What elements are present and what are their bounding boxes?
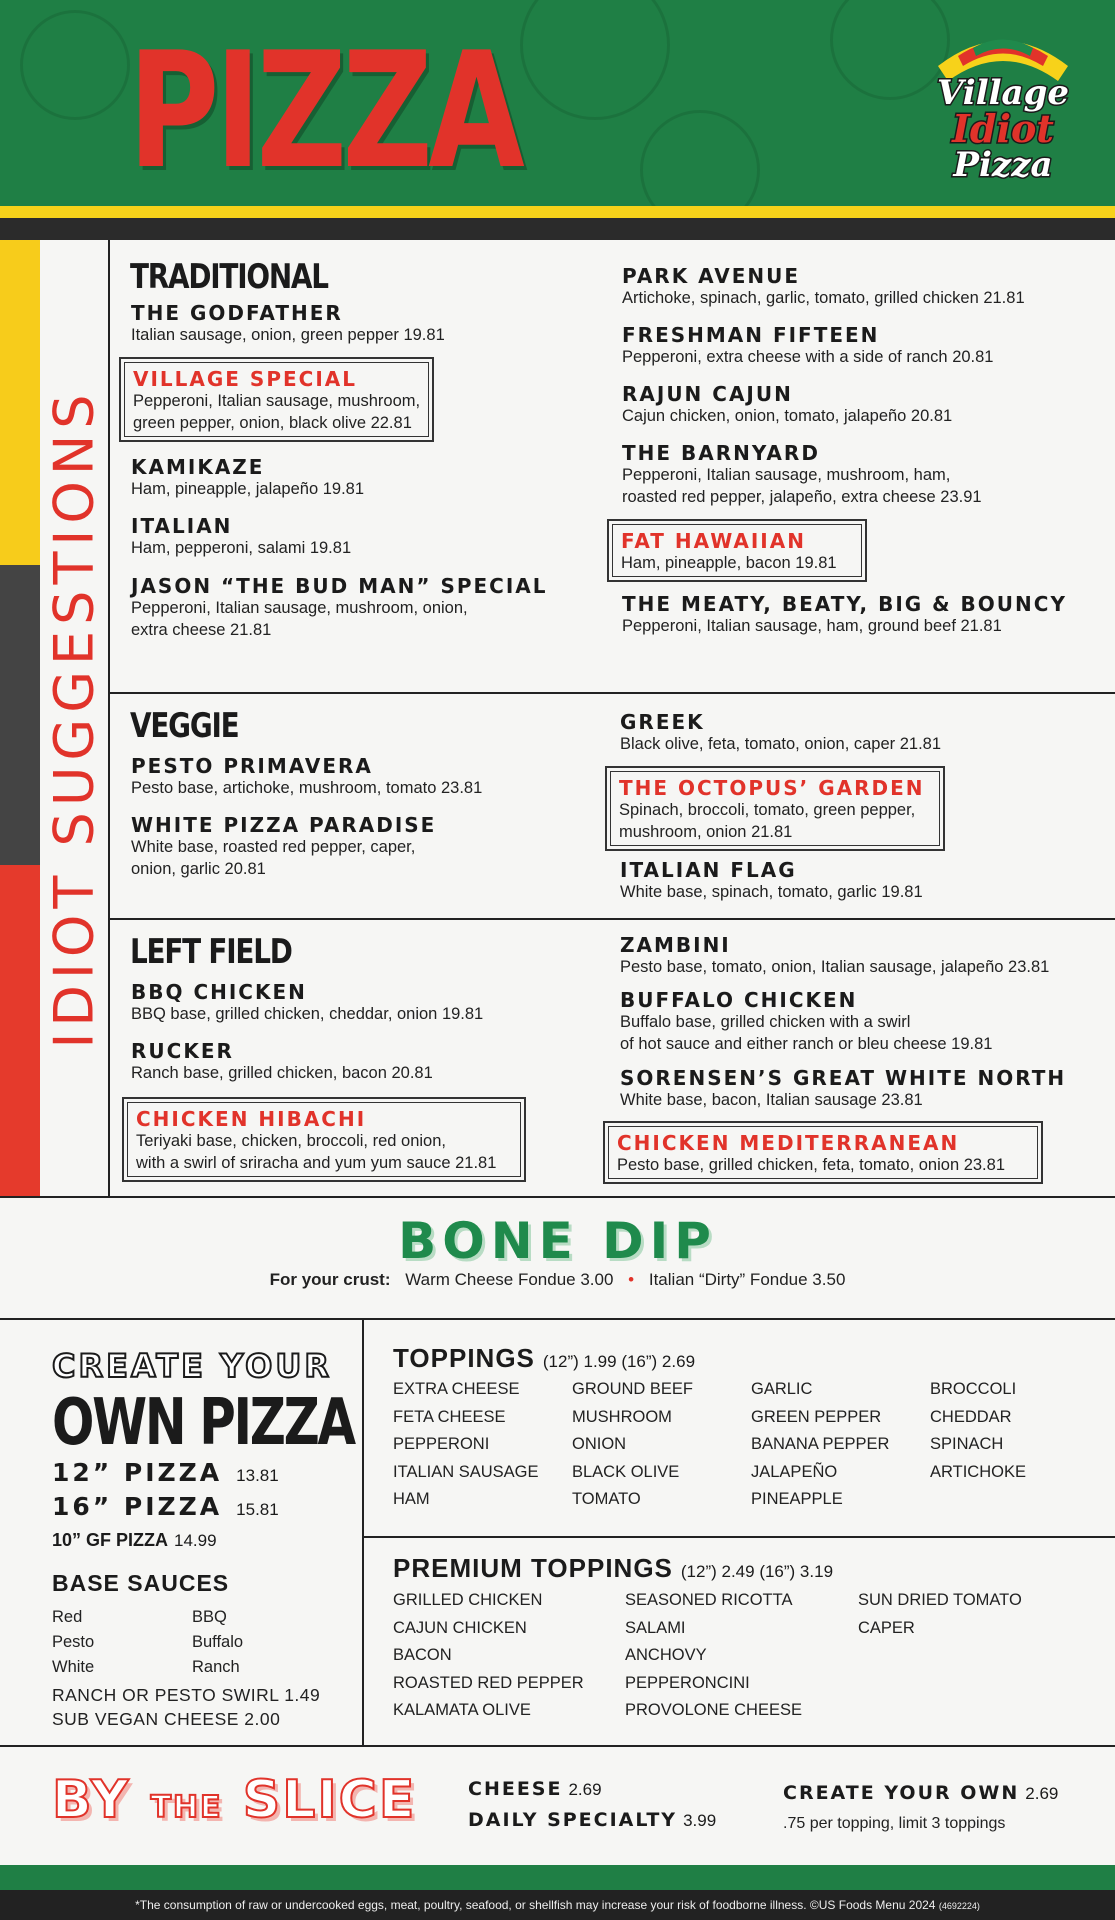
bone-dip-option: Italian “Dirty” Fondue 3.50: [648, 1270, 846, 1289]
item-name: BBQ CHICKEN: [131, 980, 307, 1004]
divider: [0, 1318, 1115, 1320]
item-desc: Italian sausage, onion, green pepper 19.81: [131, 326, 445, 344]
item-desc: Pepperoni, Italian sausage, mushroom, onion,: [131, 599, 468, 617]
item-desc: White base, bacon, Italian sausage 23.81: [620, 1091, 923, 1109]
toppings-price: (12”) 1.99 (16”) 2.69: [542, 1352, 696, 1371]
bone-dip-options: [0, 1270, 1115, 1290]
size-price: 15.81: [236, 1500, 279, 1519]
gf-pizza-row: [52, 1530, 217, 1551]
menu-item: [620, 711, 1060, 755]
topping-item: KALAMATA OLIVE: [393, 1701, 531, 1719]
item-name: THE GODFATHER: [131, 301, 343, 325]
topping-item: FETA CHEESE: [393, 1407, 506, 1426]
topping-item: SEASONED RICOTTA: [625, 1591, 793, 1609]
item-desc: Pesto base, grilled chicken, feta, tomato, onion 23.81: [617, 1156, 1005, 1174]
menu-item: [620, 989, 1060, 1055]
menu-item: [131, 814, 571, 880]
item-name: GREEK: [620, 710, 705, 734]
item-name: WHITE PIZZA PARADISE: [131, 813, 437, 837]
topping-item: PEPPERONI: [393, 1435, 490, 1453]
topping-item: TOMATO: [572, 1490, 641, 1508]
divider: [362, 1536, 1115, 1538]
idiot-suggestions-title: [40, 240, 108, 1197]
swirl-option: RANCH OR PESTO SWIRL 1.49: [52, 1685, 321, 1705]
topping-item: CHEDDAR: [930, 1407, 1012, 1426]
section-title-veggie: VEGGIE: [130, 706, 239, 746]
menu-item: [131, 755, 571, 799]
topping-item: ITALIAN SAUSAGE: [393, 1462, 539, 1481]
slice-title-word: SLICE: [242, 1770, 417, 1830]
item-desc: Pepperoni, Italian sausage, mushroom,: [133, 392, 421, 410]
menu-item: [622, 324, 1062, 368]
item-desc: Artichoke, spinach, garlic, tomato, grilled chicken 21.81: [622, 289, 1025, 307]
topping-item: HAM: [393, 1490, 430, 1508]
menu-item: [620, 859, 1060, 903]
topping-item: GROUND BEEF: [572, 1380, 694, 1398]
slice-name: CHEESE: [468, 1778, 563, 1800]
divider: [108, 918, 1115, 920]
menu-item: [131, 302, 571, 346]
divider: [108, 692, 1115, 694]
menu-item: [622, 442, 1062, 508]
slice-name: CREATE YOUR OWN: [783, 1782, 1020, 1804]
item-desc: Ham, pepperoni, salami 19.81: [131, 539, 352, 557]
menu-item: [131, 515, 571, 559]
premium-toppings-price: (12”) 2.49 (16”) 3.19: [680, 1562, 834, 1581]
item-desc: Ham, pineapple, jalapeño 19.81: [131, 480, 365, 498]
topping-item: ROASTED RED PEPPER: [393, 1673, 584, 1692]
item-name: CHICKEN HIBACHI: [136, 1107, 367, 1131]
slice-price: 2.69: [1025, 1784, 1059, 1803]
item-name: ZAMBINI: [620, 933, 731, 957]
item-name: CHICKEN MEDITERRANEAN: [617, 1131, 960, 1155]
pizza-pattern: [520, 0, 670, 120]
toppings-title: [393, 1343, 695, 1374]
menu-header: [0, 0, 1115, 206]
item-name: VILLAGE SPECIAL: [133, 367, 357, 391]
pizza-pattern: [640, 110, 760, 206]
topping-item: BROCCOLI: [930, 1380, 1017, 1398]
size-label: 10” GF PIZZA: [52, 1530, 169, 1550]
topping-item: ANCHOVY: [625, 1646, 707, 1664]
slice-price: 3.99: [683, 1811, 717, 1830]
toppings-label: TOPPINGS: [393, 1343, 535, 1373]
item-desc: with a swirl of sriracha and yum yum sauce 21.81: [136, 1154, 497, 1172]
topping-item: EXTRA CHEESE: [393, 1380, 520, 1398]
sauce-item: Buffalo: [192, 1633, 244, 1651]
idiot-suggestions-text: IDIOT SUGGESTIONS: [42, 388, 106, 1049]
bone-dip-title: BONE DIP: [398, 1212, 717, 1270]
create-your-title: CREATE YOUR: [52, 1347, 332, 1385]
menu-code: (4692224): [938, 1901, 980, 1911]
topping-item: PROVOLONE CHEESE: [625, 1701, 802, 1719]
village-idiot-pizza-logo: [918, 26, 1088, 196]
size-price: 14.99: [174, 1531, 217, 1550]
size-label: 12” PIZZA: [52, 1458, 223, 1487]
slice-item: [468, 1809, 716, 1831]
topping-item: ONION: [572, 1435, 627, 1453]
page-title: PIZZA: [128, 17, 521, 204]
topping-item: GARLIC: [751, 1380, 813, 1398]
topping-item: PINEAPPLE: [751, 1490, 843, 1508]
item-name: RUCKER: [131, 1039, 234, 1063]
menu-item: [622, 592, 1067, 637]
item-name: PESTO PRIMAVERA: [131, 754, 373, 778]
divider: [0, 1196, 1115, 1198]
slice-item: [783, 1782, 1058, 1804]
item-name: JASON “THE BUD MAN” SPECIAL: [131, 574, 548, 598]
item-desc: BBQ base, grilled chicken, cheddar, onion 19.81: [131, 1005, 484, 1023]
slice-title-word: BY: [52, 1770, 131, 1830]
menu-item: [620, 1066, 1067, 1111]
menu-item: [620, 934, 1060, 978]
stripe-gray: [0, 565, 40, 865]
topping-item: BACON: [393, 1646, 452, 1664]
slice-name: DAILY SPECIALTY: [468, 1809, 678, 1831]
logo-text-village: Village: [937, 73, 1069, 113]
topping-item: GRILLED CHICKEN: [393, 1591, 543, 1609]
item-desc: Spinach, broccoli, tomato, green pepper,: [619, 801, 916, 819]
item-name: PARK AVENUE: [622, 264, 801, 288]
item-desc: roasted red pepper, jalapeño, extra cheese 23.91: [622, 488, 982, 506]
topping-item: BLACK OLIVE: [572, 1462, 680, 1481]
menu-item: [622, 265, 1062, 309]
section-title-left-field: LEFT FIELD: [130, 932, 292, 972]
item-name: RAJUN CAJUN: [622, 382, 793, 406]
own-pizza-title: OWN PIZZA: [52, 1386, 354, 1460]
topping-item: BANANA PEPPER: [751, 1435, 890, 1453]
bone-dip-label: For your crust:: [269, 1270, 391, 1289]
section-title-traditional: TRADITIONAL: [130, 257, 328, 297]
topping-item: GREEN PEPPER: [751, 1407, 882, 1426]
featured-menu-item: [605, 766, 945, 851]
logo-text-pizza: Pizza: [953, 145, 1053, 185]
sauce-list: [192, 1605, 243, 1680]
yellow-band: [0, 206, 1115, 218]
item-desc: Ham, pineapple, bacon 19.81: [621, 554, 837, 572]
menu-item: [131, 575, 571, 641]
item-name: THE MEATY, BEATY, BIG & BOUNCY: [622, 592, 1067, 616]
item-desc: Pepperoni, Italian sausage, mushroom, ham,: [622, 466, 951, 484]
premium-toppings-column: [625, 1587, 802, 1725]
topping-item: MUSHROOM: [572, 1407, 672, 1426]
slice-price: 2.69: [568, 1780, 602, 1799]
menu-item: [622, 383, 1062, 427]
premium-toppings-column: [858, 1587, 1022, 1642]
topping-item: ARTICHOKE: [930, 1462, 1026, 1481]
item-desc: extra cheese 21.81: [131, 621, 272, 639]
size-price-row: [52, 1492, 279, 1521]
size-price-row: [52, 1458, 279, 1487]
item-desc: Buffalo base, grilled chicken with a swirl: [620, 1013, 911, 1031]
item-desc: onion, garlic 20.81: [131, 860, 266, 878]
topping-item: SALAMI: [625, 1618, 686, 1637]
slice-topping-note: .75 per topping, limit 3 toppings: [783, 1815, 1006, 1832]
toppings-column: [930, 1376, 1026, 1486]
size-label: 16” PIZZA: [52, 1492, 223, 1521]
item-name: FRESHMAN FIFTEEN: [622, 323, 880, 347]
item-name: ITALIAN FLAG: [620, 858, 797, 882]
topping-item: JALAPEÑO: [751, 1462, 838, 1481]
item-desc: Pepperoni, Italian sausage, ham, ground beef 21.81: [622, 617, 1002, 635]
menu-item: [131, 981, 571, 1025]
divider: [0, 1745, 1115, 1747]
size-price: 13.81: [236, 1466, 279, 1485]
item-desc: Pesto base, tomato, onion, Italian sausage, jalapeño 23.81: [620, 958, 1050, 976]
stripe-red: [0, 865, 40, 1197]
premium-toppings-label: PREMIUM TOPPINGS: [393, 1553, 673, 1583]
topping-item: CAJUN CHICKEN: [393, 1618, 527, 1637]
premium-toppings-title: [393, 1553, 833, 1584]
color-stripes: [0, 240, 40, 1197]
topping-item: SPINACH: [930, 1435, 1004, 1453]
item-name: BUFFALO CHICKEN: [620, 988, 858, 1012]
featured-menu-item: [122, 1097, 526, 1182]
by-the-slice-title: [52, 1770, 416, 1830]
stripe-yellow: [0, 240, 40, 565]
item-desc: Black olive, feta, tomato, onion, caper 21.81: [620, 735, 942, 753]
pizza-pattern: [20, 10, 130, 120]
slice-title-word: THE: [150, 1790, 223, 1825]
bullet-separator: •: [628, 1270, 635, 1289]
item-desc: mushroom, onion 21.81: [619, 823, 793, 841]
disclaimer-text: *The consumption of raw or undercooked eggs, meat, poultry, seafood, or shellfish may increase your risk of foodborne illness. ©US Foods Menu 2024: [135, 1898, 936, 1912]
base-sauces-title: BASE SAUCES: [52, 1570, 230, 1596]
slice-item: [468, 1778, 602, 1800]
footer-disclaimer: [0, 1890, 1115, 1920]
menu-item: [131, 456, 571, 500]
featured-menu-item: [607, 519, 867, 582]
item-desc: Ranch base, grilled chicken, bacon 20.81: [131, 1064, 433, 1082]
sauce-item: White: [52, 1658, 95, 1676]
footer: [0, 1865, 1115, 1920]
item-name: SORENSEN’S GREAT WHITE NORTH: [620, 1066, 1067, 1090]
featured-menu-item: [603, 1121, 1043, 1184]
logo-text-idiot: Idiot: [952, 106, 1054, 151]
topping-item: CAPER: [858, 1618, 915, 1637]
item-desc: Pesto base, artichoke, mushroom, tomato 23.81: [131, 779, 483, 797]
dark-band: [0, 218, 1115, 240]
toppings-column: [751, 1376, 889, 1514]
item-desc: Pepperoni, extra cheese with a side of ranch 20.81: [622, 348, 994, 366]
divider: [362, 1318, 364, 1745]
item-desc: Teriyaki base, chicken, broccoli, red onion,: [136, 1132, 446, 1150]
item-name: THE BARNYARD: [622, 441, 820, 465]
toppings-column: [393, 1376, 539, 1514]
topping-item: SUN DRIED TOMATO: [858, 1591, 1022, 1609]
item-desc: green pepper, onion, black olive 22.81: [133, 414, 412, 432]
sauce-item: BBQ: [192, 1608, 227, 1626]
item-desc: White base, roasted red pepper, caper,: [131, 838, 416, 856]
sauce-list: [52, 1605, 94, 1680]
vegan-cheese-option: SUB VEGAN CHEESE 2.00: [52, 1709, 281, 1729]
item-name: FAT HAWAIIAN: [621, 529, 806, 553]
item-name: ITALIAN: [131, 514, 233, 538]
menu-item: [131, 1040, 571, 1084]
sauce-item: Pesto: [52, 1633, 95, 1651]
item-desc: of hot sauce and either ranch or bleu cheese 19.81: [620, 1035, 993, 1053]
sauce-item: Ranch: [192, 1658, 240, 1676]
toppings-column: [572, 1376, 693, 1514]
topping-item: PEPPERONCINI: [625, 1673, 750, 1692]
item-name: THE OCTOPUS’ GARDEN: [619, 776, 925, 800]
sauce-item: Red: [52, 1608, 83, 1626]
item-desc: Cajun chicken, onion, tomato, jalapeño 20.81: [622, 407, 953, 425]
item-name: KAMIKAZE: [131, 455, 265, 479]
bone-dip-option: Warm Cheese Fondue 3.00: [405, 1270, 614, 1289]
featured-menu-item: [119, 357, 434, 442]
premium-toppings-column: [393, 1587, 584, 1725]
item-desc: White base, spinach, tomato, garlic 19.81: [620, 883, 923, 901]
divider: [108, 240, 110, 1197]
